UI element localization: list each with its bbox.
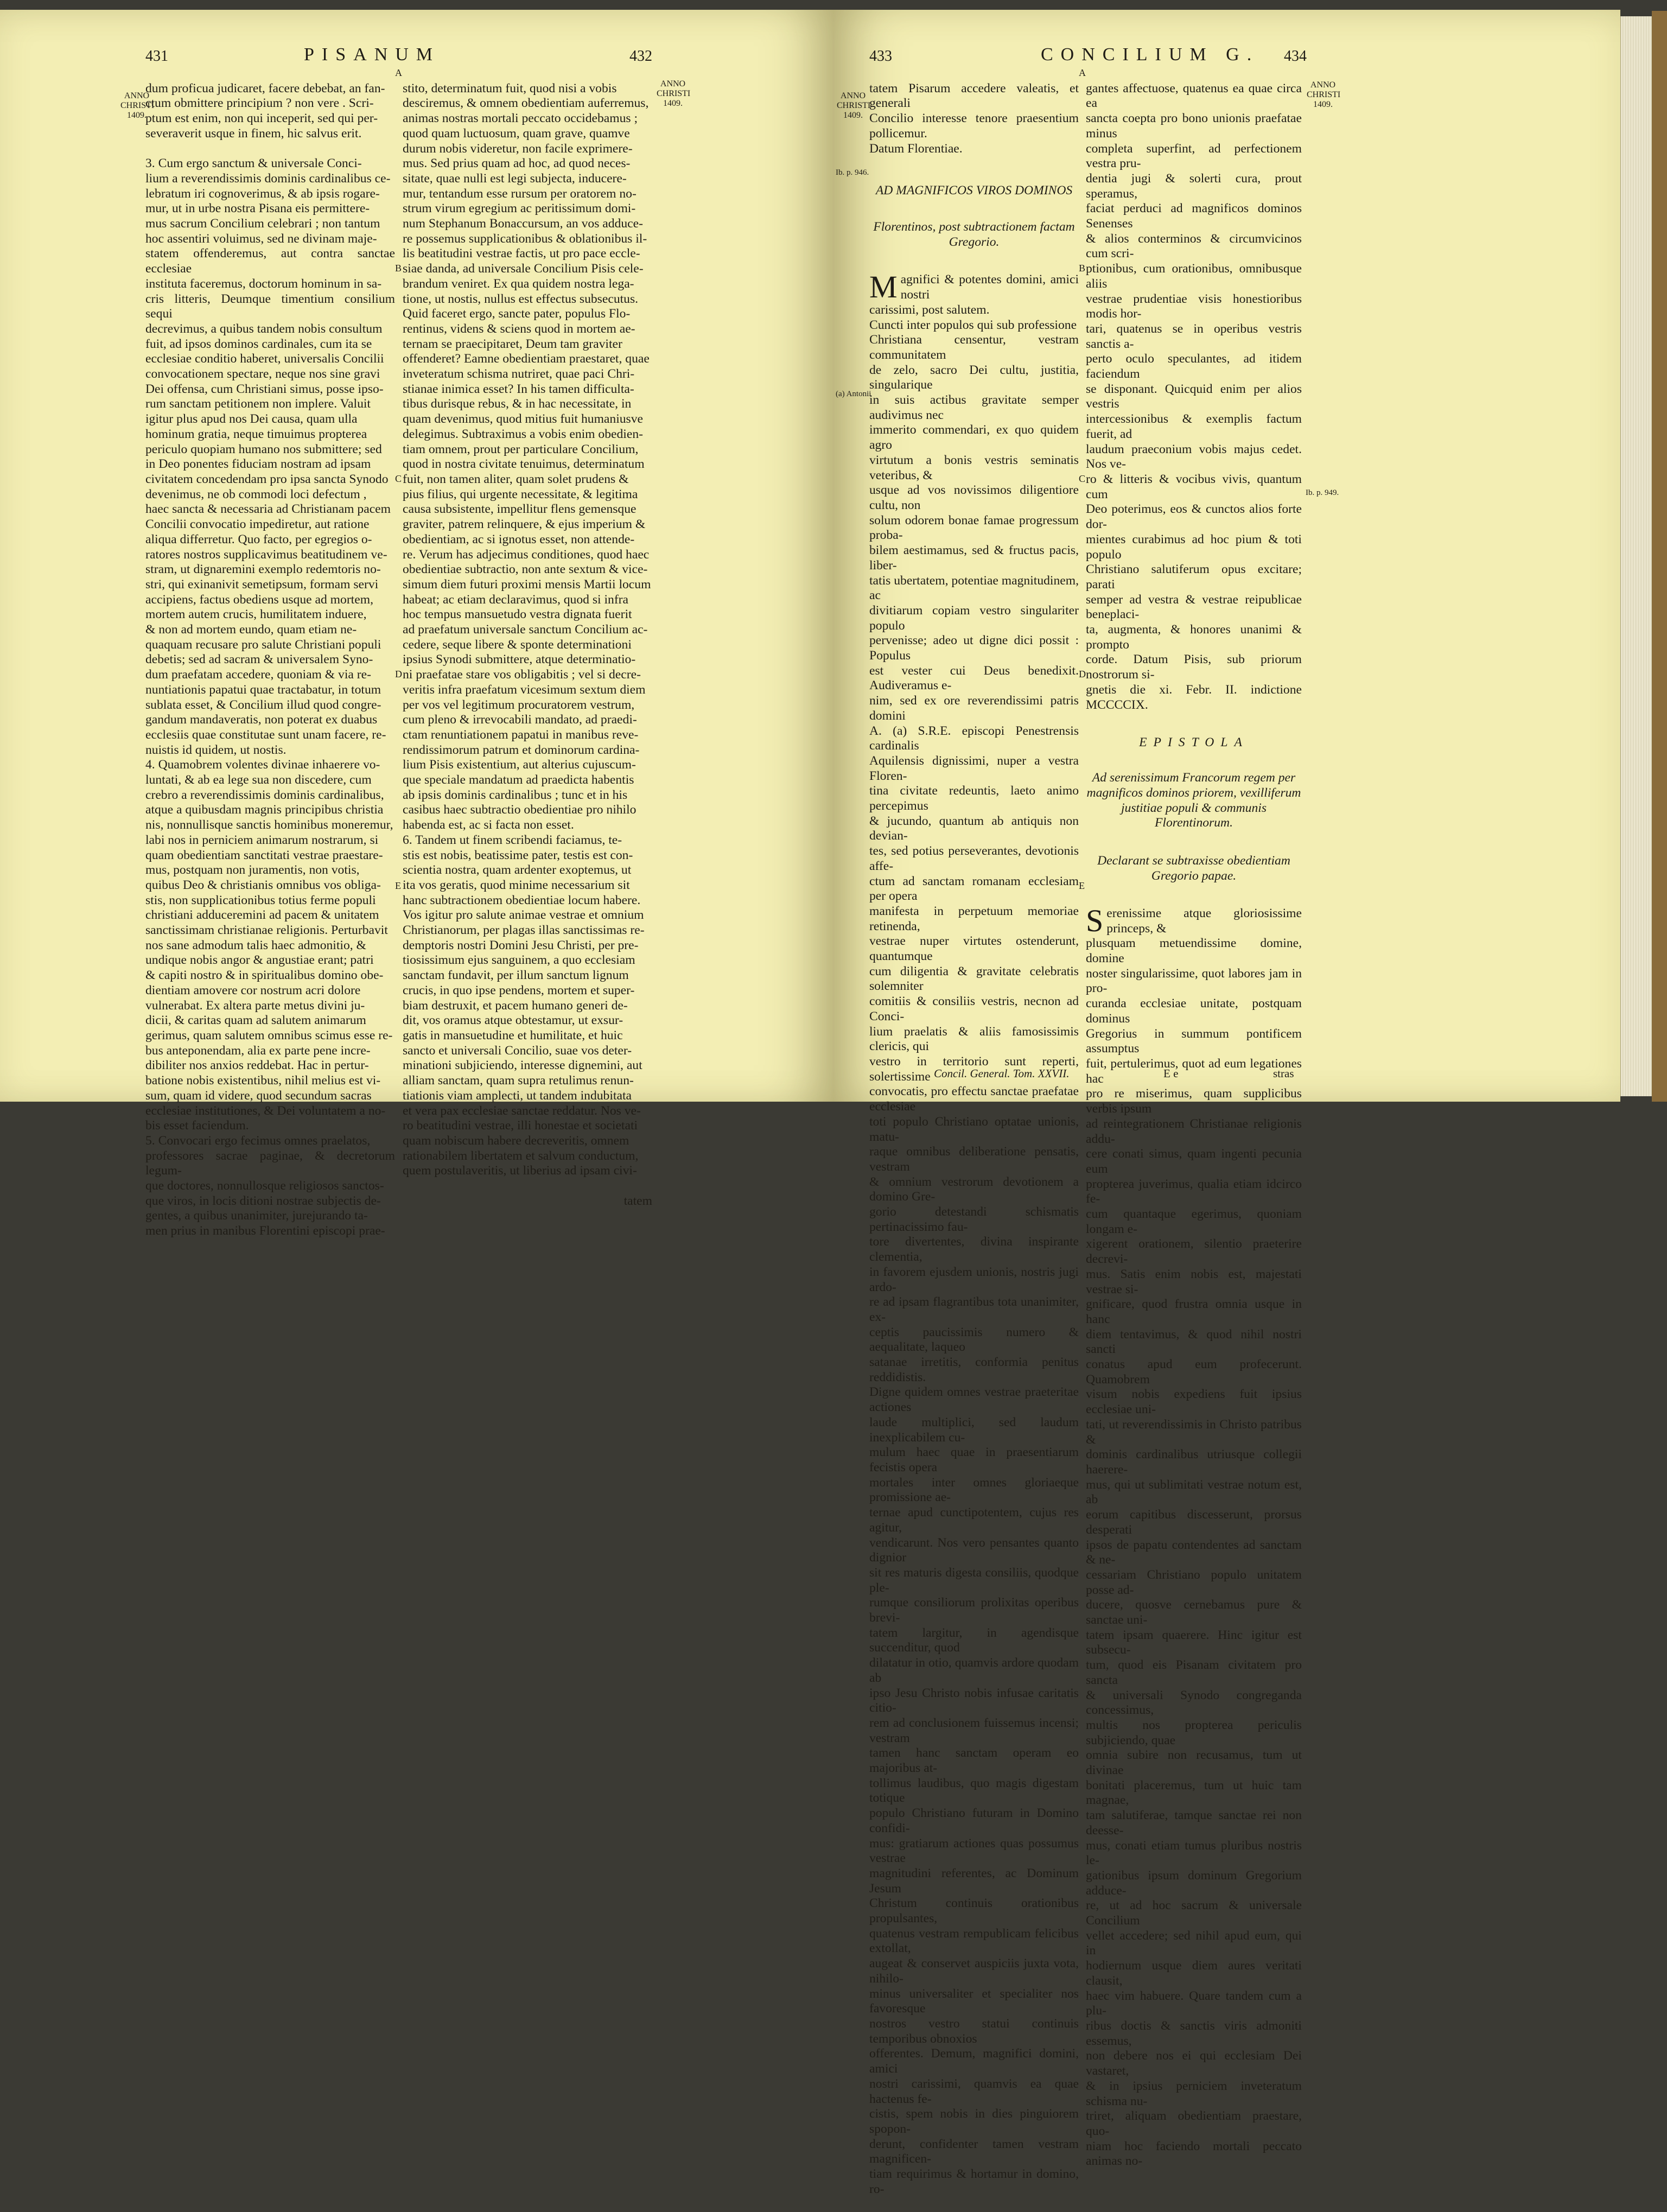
letter-address: Ad serenissimum Francorum regem per magnificos dominos priorem, vexilliferum justitiae populi & communis Florentinorum. — [1086, 771, 1301, 830]
page-number: 431 — [145, 48, 168, 65]
section-letter: A — [395, 67, 402, 78]
column-1-top-text: dum proficua judicaret, facere debebat, an fan- ctum obmittere principium ? non vere . Scri- ptum est enim, non qui inceperit, sed qui per- severaverit usque in finem, hic salvus erit. — [145, 81, 385, 141]
section-letter: D — [395, 669, 402, 679]
column-1 — [145, 66, 395, 1254]
section-letter: E — [1079, 880, 1085, 891]
column-2-body-text: stito, determinatum fuit, quod nisi a vobis desciremus, & omnem obedientiam auferremus, animas nostras mortali peccato occidebamus ; quod quam luctuosum, quam grave, quamve durum nobis videretur, non facile exprimere- mus. Sed prius quam ad hoc, ad quod neces- sitate, quae nulli est legi subjecta, inducere- mur, tentandum esse rursum per oratorem no- strum virum egregium ac peritissimum domi- num Stephanum Bonaccursum, an vos adduce- re possemus supplicationibus & oblationibus il- lis beatitudini vestrae factis, ut pro pace eccle- siae danda, ad universale Concilium Pisis cele- brandum veniret. Ex qua quidem nostra lega- tione, ut nostis, nullus est effectus subsecutus. Quid faceret ergo, sancte pater, populus Flo- rentinus, videns & sciens quod in mortem ae- ternam se praecipitaret, Deum tam graviter offenderet? Eamne obedientiam praestaret, quae inveteratum schisma nutriret, quae paci Chri- stianae inimica esset? In his tamen difficulta- tibus durisque rebus, & in hac necessitate, in quam devenimus, quod mitius fuit humaniusve delegimus. Subtraximus a vobis enim obedien- tiam omnem, prout per particulare Concilium, quod in nostra civitate tenuimus, determinatum fuit, non tamen aliter, quam solet prudens & pius filius, qui urgente necessitate, & legitima causa subsistente, impellitur flens gemensque graviter, patrem relinquere, & ejus imperium & obedientiam, ac si ignotus esset, non attende- re. Verum has adjecimus conditiones, quod haec obedientiae subtractio, non ante sextum & vice- simum diem futuri proximi mensis Martii locum habeat; ac etiam declaravimus, quod si infra hoc tempus mansuetudo vestra dignata fuerit ad praefatum universale sanctum Concilium ac- cedere, seque libere & sponte determinationi ipsius Synodi submittere, atque determinatio- ni praefatae stare vos obligabitis ; vel si decre- veritis infra praefatum vicesimum sextum diem per vos vel legitimum procuratorem vestrum, cum pleno & irrevocabili mandato, ad praedi- ctam renuntiationem papatui in manibus reve- rendissimorum patrum et dominorum cardina- lium Pisis existentium, aut alterius cujuscum- que speciale mandatum ad praedicta habentis ab ipsis dominis cardinalibus ; tunc et in his casibus haec subtractio obedientiae pro nihilo habenda est, ac si facta non esset. 6. Tandem ut finem scribendi faciamus, te- stis est nobis, beatissime pater, testis est con- scientia nostra, quam ardenter exoptemus, ut ita vos geratis, quod minime necessarium sit hanc subtractionem obedientiae locum habere. Vos igitur pro salute animae vestrae et omnium Christianorum, per plagas illas sanctissimas re- demptoris nostri Domini Jesu Christi, per pre- tiosissimum ejus sanguinem, a quo ecclesiam sanctam fundavit, per illum sanctum lignum crucis, in quo ipse pendens, mortem et super- biam destruxit, et pacem humano generi de- dit, vos oramus atque obtestamur, ut exsur- gatis in mansuetudine et humilitate, et huic sancto et universali Concilio, suae vos deter- minationi subjiciendo, interesse dignemini, aut alliam sanctam, quam supra retulimus renun- tiationis viam amplecti, ut tandem indubitata et vera pax ecclesiae sanctae reddatur. Nos ve- ro beatitudini vestrae, illi honestae et societati quam nobiscum habere decreveritis, omnem rationabilem libertatem et salvum conductum, quem postulaveritis, ut liberius ad ipsam civi- — [403, 81, 651, 1178]
section-letter: C — [1079, 473, 1086, 484]
margin-year-note: ANNO CHRISTI 1409. — [657, 79, 691, 108]
letter-subheading: Florentinos, post subtractionem factam Gregorio. — [873, 220, 1075, 250]
drop-cap: M — [869, 269, 898, 305]
right-page — [834, 10, 1620, 2196]
column-2 — [403, 66, 652, 1224]
letter-summary: Declarant se subtraxisse obedientiam Gregorio papae. — [1097, 853, 1290, 883]
margin-reference: Ib. p. 949. — [1306, 488, 1339, 497]
page-number: 434 — [1284, 48, 1307, 65]
column-1-top-text: tatem Pisarum accedere valeatis, et generali Concilio interesse tenore praesentium pollicemur. Datum Florentiae. — [869, 81, 1079, 156]
margin-year-note: ANNO CHRISTI 1409. — [1307, 80, 1341, 109]
column-2-body-text: erenissime atque gloriosissime princeps, & plusquam metuendissime domine, domine noster singularissime, quot labores jam in pro- curanda ecclesiae unitate, postquam dominus Gregorius in summum pontificem assumptus fuit, pertulerimus, quot ad eum legationes hac pro re miserimus, quam supplicibus verbis ipsum ad reintegrationem Christianae religionis addu- cere conati simus, quam ingenti pecunia eum propterea juverimus, qualia etiam idcirco fe- cum quantaque egerimus, quoniam longam e- xigerent orationem, silentio praeterire decrevi- mus. Satis enim nobis est, majestati vestrae si- gnificare, quod frustra omnia usque in hanc diem tentavimus, & quod nihil nostri sancti conatus apud eum profecerunt. Quamobrem visum nobis expediens fuit ipsius ecclesiae uni- tati, ut reverendissimis in Christo patribus & dominis cardinalibus utriusque collegii haererе- mus, qui ut sublimitati vestrae notum est, ab eorum capitibus discesserunt, prorsus desperati ipsos de papatu contendentes ad sanctam & ne- cessariam Christiano populo unitatem posse ad- ducere, quosve cernebamus pure & sanctae uni- tatem ipsam quaerere. Hinc igitur est subsecu- tum, quod eis Pisanam civitatem pro sancta & universali Synodo congreganda concessimus, multis nos propterea periculis subjiciendo, quae omnia subire non recusamus, tum ut divinae bonitati placeremus, tum ut huic tam magnae, tam salutiferae, tamque sanctae rei non deesse- mus, conati etiam tumus pluribus nostris le- gationibus ipsum dominum Gregorium adduce- re, ut ad hoc sacrum & universale Concilium vellet accedere; sed nihil apud eum, qui in hodiernum usque diem aures veritati clausit, haec vim habuere. Quare tandem cum a plu- ribus doctis & sanctis viris admoniti essemus, non debere nos ei qui ecclesiam Dei vastaret, & in ipsius perniciem inveteratum schisma nu- triret, aliquam obedientiam praestare, quo- niam hoc faciendo mortali peccato animas no- — [1086, 906, 1302, 2169]
section-letter: D — [1079, 669, 1086, 679]
page-number: 433 — [869, 48, 892, 65]
margin-year-note: ANNO CHRISTI 1409. — [120, 91, 155, 120]
signature-mark: E e — [1163, 1067, 1179, 1080]
book-cover-edge — [1652, 11, 1667, 1102]
section-letter: A — [1079, 67, 1086, 78]
drop-cap: S — [1086, 902, 1104, 938]
section-letter: C — [395, 473, 402, 484]
catchword: stras — [1273, 1067, 1294, 1080]
page-number: 432 — [629, 48, 652, 65]
margin-reference: Ib. p. 946. — [836, 168, 869, 177]
section-letter: E — [395, 880, 401, 891]
running-head: PISANUM — [304, 45, 441, 65]
section-letter: B — [395, 263, 402, 274]
column-2 — [1086, 66, 1302, 2184]
margin-year-note: ANNO CHRISTI 1409. — [837, 91, 871, 120]
column-1-body-text: agnifici & potentes domini, amici nostri carissimi, post salutem. Cuncti inter populos qui sub professione Christiana censentur, vestram communitatem de zelo, sacro Dei cultu, justitia, singularique in suis actibus gravitate semper audivimus nec immerito commendari, ex quo quidem agro virtutum a bonis vestris seminatis veteribus, & usque ad vos novissimos diligentiore cultu, non solum odorem bonae famae progressum proba- bilem aestimamus, sed & fructus pacis, liber- tatis ubertatem, potentiae magnitudinem, ac divitiarum copiam vestro singulariter populo pervenisse; adeo ut digne dici possit : Populus est vester cui Deus benedixit. Audiveramus e- nim, sed ex ore reverendissimi patris domini A. (a) S.R.E. episcopi Penestrensis cardinalis Aquilensis dignissimi, nuper a vestra Floren- tina civitate redeuntis, laeto animo percepimus & jucundo, quantum ab antiquis non devian- tes, sed potius perseverantes, devotionis affe- ctum ad sanctam romanam ecclesiam per opera manifesta in perpetuum memoriae retinenda, vestrae nuper virtutes ostenderunt, quantumque cum diligentia & gravitate celebratis solemniter comitiis & consiliis vestris, necnon ad Conci- lium praelatis & aliis famosissimis clericis, qui vestro in territorio sunt reperti, solertissime convocatis, pro effectu sanctae praefatae ecclesiae toti populo Christiano optatae unionis, matu- raque omnibus deliberatione pensatis, vestram & omnium vestrorum devotionem a domino Gre- gorio detestandi schismatis pertinacissimo fau- tore divertentes, divina inspirante clementia, in favorem ejusdem unionis, nostris jugi ardo- re ad ipsam flagrantibus tota unanimiter, ex- ceptis paucissimis numero & aequalitate, laqueo satanae irretitis, conformia penitus reddidistis. Digne quidem omnes vestrae praeteritae actiones laude multiplici, sed laudum inexplicabilem cu- mulum haec quae in praesentiarum fecistis opera mortales inter omnes gloriaeque promissione ae- ternae apud cunctipotentem, cujus res agitur, vendicarunt. Nos vero pensantes quanto dignior sit res maturis digesta consiliis, quodque ple- rumque consiliorum prolixitas operibus brevi- tatem largitur, in agendisque succenditur, quod dilatatur in otio, quamvis ardore quodam ab ipso Jesu Christo nobis infusae caritatis citio- rem ad conclusionem fuissemus incensi; vestram tamen hanc sanctam operam eo majoribus at- tollimus laudibus, quo magis digestam totique populo Christiano futuram in Domino confidi- mus: gratiarum actiones quas possumus vestrae magnitudini referentes, ac Dominum Jesum Christum continuis orationibus propulsantes, quatenus vestram rempublicam felicibus extollat, augeat & conservet auspiciis juxta vota, nihilo- minus universaliter et specialiter nos favoresque nostros vestro statui continuis temporibus obnoxios offerentes. Demum, magnifici domini, amici nostri carissimi, quamvis ea quae hactenus fe- cistis, spem nobis in dies pinguiorem spopon- derunt, confidenter tamen vestram magnificen- tiam requirimus & hortamur in domino, ro- — [869, 272, 1079, 2196]
running-head: CONCILIUM G. — [1041, 45, 1259, 65]
page-edges — [1620, 16, 1652, 1096]
catchword: tatem — [623, 1193, 652, 1208]
column-1-body-text: 3. Cum ergo sanctum & universale Conci- lium a reverendissimis dominis cardinalibus ce- lebratum iri cognoverimus, & ab ipsis rogare- mur, ut in urbe nostra Pisana eis permittere- mus sacrum Concilium celebrari ; non tantum hoc assentiri voluimus, sed ne divinam maje- statem offenderemus, aut contra sanctae ecclesiae instituta faceremus, doctorum hominum in sa- cris litteris, Deumque timentium consilium sequi decrevimus, a quibus tandem nobis consultum fuit, ad ipsos dominos cardinales, cum ita se ecclesiae conditio haberet, universalis Concilii convocationem spectare, neque nos sine gravi Dei offensa, cum Christiani simus, posse ipso- rum sanctam petitionem non implere. Valuit igitur plus apud nos Dei causa, quam ulla hominum gratia, neque timuimus propterea periculo quopiam humano nos submittere; sed in Deo ponentes fiduciam nostram ad ipsam civitatem concedendam pro ipsa sancta Synodo devenimus, ne ob commodi loci defectum , haec sancta & necessaria ad Christianam pacem Concilii convocatio impediretur, aut ratione aliqua differretur. Quo facto, per egregios o- ratores nostros supplicavimus beatitudinem ve- stram, ut dignaremini exemplo redemtoris no- stri, qui exinanivit semetipsum, formam servi accipiens, factus obediens usque ad mortem, mortem autem crucis, humilitatem induere, & non ad mortem eundo, quam etiam ne- quaquam recusare pro salute Christiani populi debetis; sed ad sacram & universalem Syno- dum praefatam accedere, quoniam & via re- nuntiationis papatui quae tractabatur, in totum sublata esset, & Concilium illud quod congre- gandum mandaveratis, non poterat ex duabus ecclesiis quae constitutae sunt unam facere, re- nuistis id quidem, ut nostis. 4. Quamobrem volentes divinae inhaerere vo- luntati, & ab ea lege sua non discedere, cum crebro a reverendissimis dominis cardinalibus, atque a quibusdam magnis principibus christia nis, nonnullisque sanctis hominibus moneremur, labi nos in perniciem animarum nostrarum, si quam obedientiam sanctitati vestrae praestare- mus, postquam non juramentis, non votis, quibus Deo & christianis omnibus vos obliga- stis, non supplicationibus totius ferme populi christiani adduceremini ad pacem & unitatem sanctissimam christianae religionis. Perturbavit nos sane admodum talis haec admonitio, & undique nobis angor & angustiae erant; patri & capiti nostro & in spiritualibus domino obe- dientiam amovere cor nostrum acri dolore vulnerabat. Ex altera parte metus divini ju- dicii, & caritas quam ad salutem animarum gerimus, quam salutem omnibus scimus esse re- bus anteponendam, alia ex parte pene incre- dibiliter nos anxios reddebat. Hac in pertur- batione nobis existentibus, nihil melius est vi- sum, quam id videre, quod secundum sacras ecclesiae institutiones, & Dei voluntatem a no- bis esset faciendum. 5. Convocari ergo fecimus omnes praelatos, professores sacrae paginae, & decretorum legum- que doctores, nonnullosque religiosos sanctos- que viros, in locis ditioni nostrae subjectis de- gentes, a quibus unanimiter, jurejurando ta- men prius in manibus Florentini episcopi prae- — [145, 156, 395, 1238]
footer-volume: Concil. General. Tom. XXVII. — [934, 1067, 1070, 1080]
margin-reference: (a) Antonii — [836, 390, 871, 398]
letter-heading: AD MAGNIFICOS VIROS DOMINOS — [875, 183, 1073, 198]
epistola-heading: EPISTOLA — [1139, 735, 1249, 749]
left-page — [0, 10, 834, 1238]
section-letter: B — [1079, 263, 1086, 274]
column-1 — [869, 66, 1079, 2212]
column-2-top-text: gantes affectuose, quatenus ea quae circa ea sancta coepta pro bono unionis praefatae minus completa superfint, ad perfectionem vestra pru- dentia jugi & solerti cura, prout speramus, faciat perduci ad magnificos dominos Senenses & alios conterminos & circumvicinos cum scri- ptionibus, cum orationibus, omnibusque aliis vestrae prudentiae visis honestioribus modis hor- tari, quatenus se in operibus vestris sanctis a- perto oculo speculantes, ad itidem faciendum se disponant. Quicquid enim per alios vestris intercessionibus & exemplis factum fuerit, ad laudum praeconium vobis majus cedet. Nos ve- ro & litteris & vocibus vivis, quantum cum Deo poterimus, eos & cunctos alios forte dor- mientes curabimus ad hoc pium & toti populo Christiano salutiferum opus excitare; parati semper ad vestra & vestrae reipublicae beneplaci- ta, augmenta, & honores unanimi & prompto corde. Datum Pisis, sub priorum nostrorum si- gnetis die xi. Febr. II. indictione MCCCCIX. — [1086, 81, 1302, 712]
